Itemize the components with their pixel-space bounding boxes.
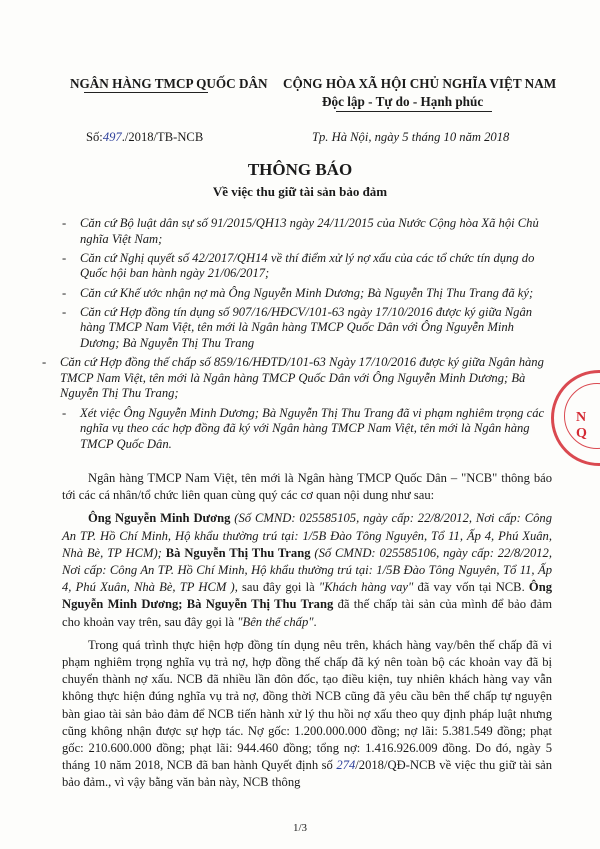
list-item-text: Căn cứ Hợp đồng tín dụng số 907/16/HĐCV/101-63 ngày 17/10/2016 được ký giữa Ngân hàng TMCP Nam Việt, tên mới là Ngân hàng TMCP Quốc Dân với Ông Nguyễn Minh Dương; Bà Nguyễn Thị Thu Trang bbox=[80, 304, 533, 350]
list-item-text: Căn cứ Khế ước nhận nợ mà Ông Nguyễn Minh Dương; Bà Nguyễn Thị Thu Trang đã ký; bbox=[80, 285, 534, 300]
header-underline-right bbox=[336, 111, 492, 112]
paragraph-parties bbox=[62, 510, 552, 630]
doc-number-handwritten: 497 bbox=[102, 130, 122, 144]
party-text-2: đã vay vốn tại NCB. bbox=[413, 580, 529, 595]
list-item-text: Xét việc Ông Nguyễn Minh Dương; Bà Nguyễn Thị Thu Trang đã vi phạm nghiêm trọng các nghĩa vụ theo các hợp đồng đã ký với Ngân hàng TMCP Nam Việt, tên mới là Ngân hàng TMCP Quốc Dân. bbox=[80, 405, 545, 451]
paragraph-debt bbox=[62, 637, 552, 792]
party-text-3: đã thế chấp tài sản của mình để bảo đảm cho khoản vay trên, sau đây gọi là bbox=[62, 597, 552, 629]
doc-title: THÔNG BÁO bbox=[247, 160, 353, 179]
list-item-text: Căn cứ Hợp đồng thế chấp số 859/16/HĐTD/101-63 Ngày 17/10/2016 được ký giữa Ngân hàng TMCP Nam Việt, tên mới là Ngân hàng TMCP Quốc Dân với Ông Nguyễn Minh Dương; Bà Nguyễn Thị Thu Trang; bbox=[60, 355, 544, 401]
party-name-2: Bà Nguyễn Thị Thu Trang bbox=[165, 545, 311, 560]
list-item bbox=[62, 251, 550, 282]
party-text: , sau đây gọi là bbox=[234, 580, 319, 595]
stamp-text: N Q bbox=[576, 410, 587, 441]
bullet-dash: - bbox=[62, 304, 67, 319]
bank-name: NGÂN HÀNG TMCP QUỐC DÂN bbox=[70, 76, 268, 91]
nation-title: CỘNG HÒA XÃ HỘI CHỦ NGHĨA VIỆT NAM bbox=[283, 76, 557, 91]
list-item bbox=[42, 355, 550, 402]
list-item bbox=[62, 286, 550, 302]
doc-number-prefix: Số: bbox=[86, 130, 103, 144]
header-underline-left bbox=[84, 92, 208, 93]
list-item bbox=[62, 216, 550, 247]
bullet-dash: - bbox=[62, 216, 67, 230]
list-item-text: Căn cứ Nghị quyết số 42/2017/QH14 về thí điểm xử lý nợ xấu của các tổ chức tín dụng do Quốc hội ban hành ngày 21/06/2017; bbox=[80, 250, 535, 281]
alias-borrower: "Khách hàng vay" bbox=[318, 580, 414, 595]
party-text-end: . bbox=[313, 614, 317, 629]
page-number: 1/3 bbox=[292, 822, 308, 834]
doc-number bbox=[86, 130, 203, 145]
debt-text: Trong quá trình thực hiện hợp đồng tín dụng nêu trên, khách hàng vay/bên thế chấp đã vi phạm nghiêm trọng nghĩa vụ trả nợ, hợp đồng thế chấp đã ký nên toàn bộ các khoản vay đã bị chuyển thành nợ xấu. NCB đã nhiều lần đôn đốc, tạo điều kiện, tuy nhiên khách hàng vay vẫn không thực hiện đúng nghĩa vụ trả nợ, đồng thời NCB cũng đã yêu cầu bên thế chấp tự nguyện bàn giao tài sản bảo đảm để NCB tiến hành xử lý thu hồi nợ xấu theo quy định pháp luật nhưng cũng không nhận được sự hợp tác. Nợ gốc: 1.200.000.000 đồng; nợ lãi: 5.381.549 đồng; phạt gốc: 210.600.000 đồng; phạt lãi: 944.460 đồng; tổng nợ: 1.416.926.009 đồng. Do đó, ngày 5 tháng 10 năm 2018, NCB đã ban hành Quyết định số bbox=[62, 637, 552, 773]
party-info-1: (Số CMND: 025585105, ngày cấp: 22/8/2012, Nơi cấp: Công An TP. Hồ Chí Minh, Hộ khẩu thường trú tại: 1/5B Đào Tông Nguyên, Tổ 11, Ấp 4, Phú Xuân, Nhà Bè, TP HCM); bbox=[62, 511, 552, 560]
list-item bbox=[62, 406, 550, 453]
date-line: Tp. Hà Nội, ngày 5 tháng 10 năm 2018 bbox=[312, 130, 510, 144]
list-item bbox=[62, 305, 550, 352]
list-item-text: Căn cứ Bộ luật dân sự số 91/2015/QH13 ngày 24/11/2015 của Nước Cộng hòa Xã hội Chủ nghĩa Việt Nam; bbox=[80, 216, 539, 246]
party-names-again: Ông Nguyễn Minh Dương; Bà Nguyễn Thị Thu Trang bbox=[62, 580, 553, 612]
bullet-dash: - bbox=[42, 355, 47, 370]
doc-subtitle: Về việc thu giữ tài sản bảo đảm bbox=[212, 184, 388, 199]
alias-mortgagor: "Bên thế chấp" bbox=[237, 614, 314, 629]
paragraph-intro: Ngân hàng TMCP Nam Việt, tên mới là Ngân hàng TMCP Quốc Dân – "NCB" thông báo tới các cá nhân/tổ chức liên quan cùng quý các cơ quan nội dung như sau: bbox=[62, 471, 552, 503]
bullet-dash: - bbox=[62, 250, 67, 265]
doc-number-suffix: ./2018/TB-NCB bbox=[121, 130, 204, 144]
bullet-dash: - bbox=[62, 405, 67, 420]
debt-text-2: /2018/QĐ-NCB về việc thu giữ tài sản bảo đảm., vì vậy bằng văn bản này, NCB thông bbox=[62, 758, 552, 790]
motto: Độc lập - Tự do - Hạnh phúc bbox=[322, 94, 484, 109]
body-text bbox=[62, 470, 552, 798]
party-info-2: (Số CMND: 025585106, ngày cấp: 22/8/2012, Nơi cấp: Công An TP. Hồ Chí Minh, Hộ khẩu thường trú tại: 1/5B Đào Tông Nguyên, Tổ 11, Ấp 4, Phú Xuân, Nhà Bè, TP HCM ) bbox=[62, 545, 552, 595]
party-name-1: Ông Nguyễn Minh Dương bbox=[88, 511, 231, 526]
legal-basis-list bbox=[42, 216, 550, 456]
decision-number-handwritten: 274 bbox=[336, 758, 356, 773]
bullet-dash: - bbox=[62, 285, 67, 300]
